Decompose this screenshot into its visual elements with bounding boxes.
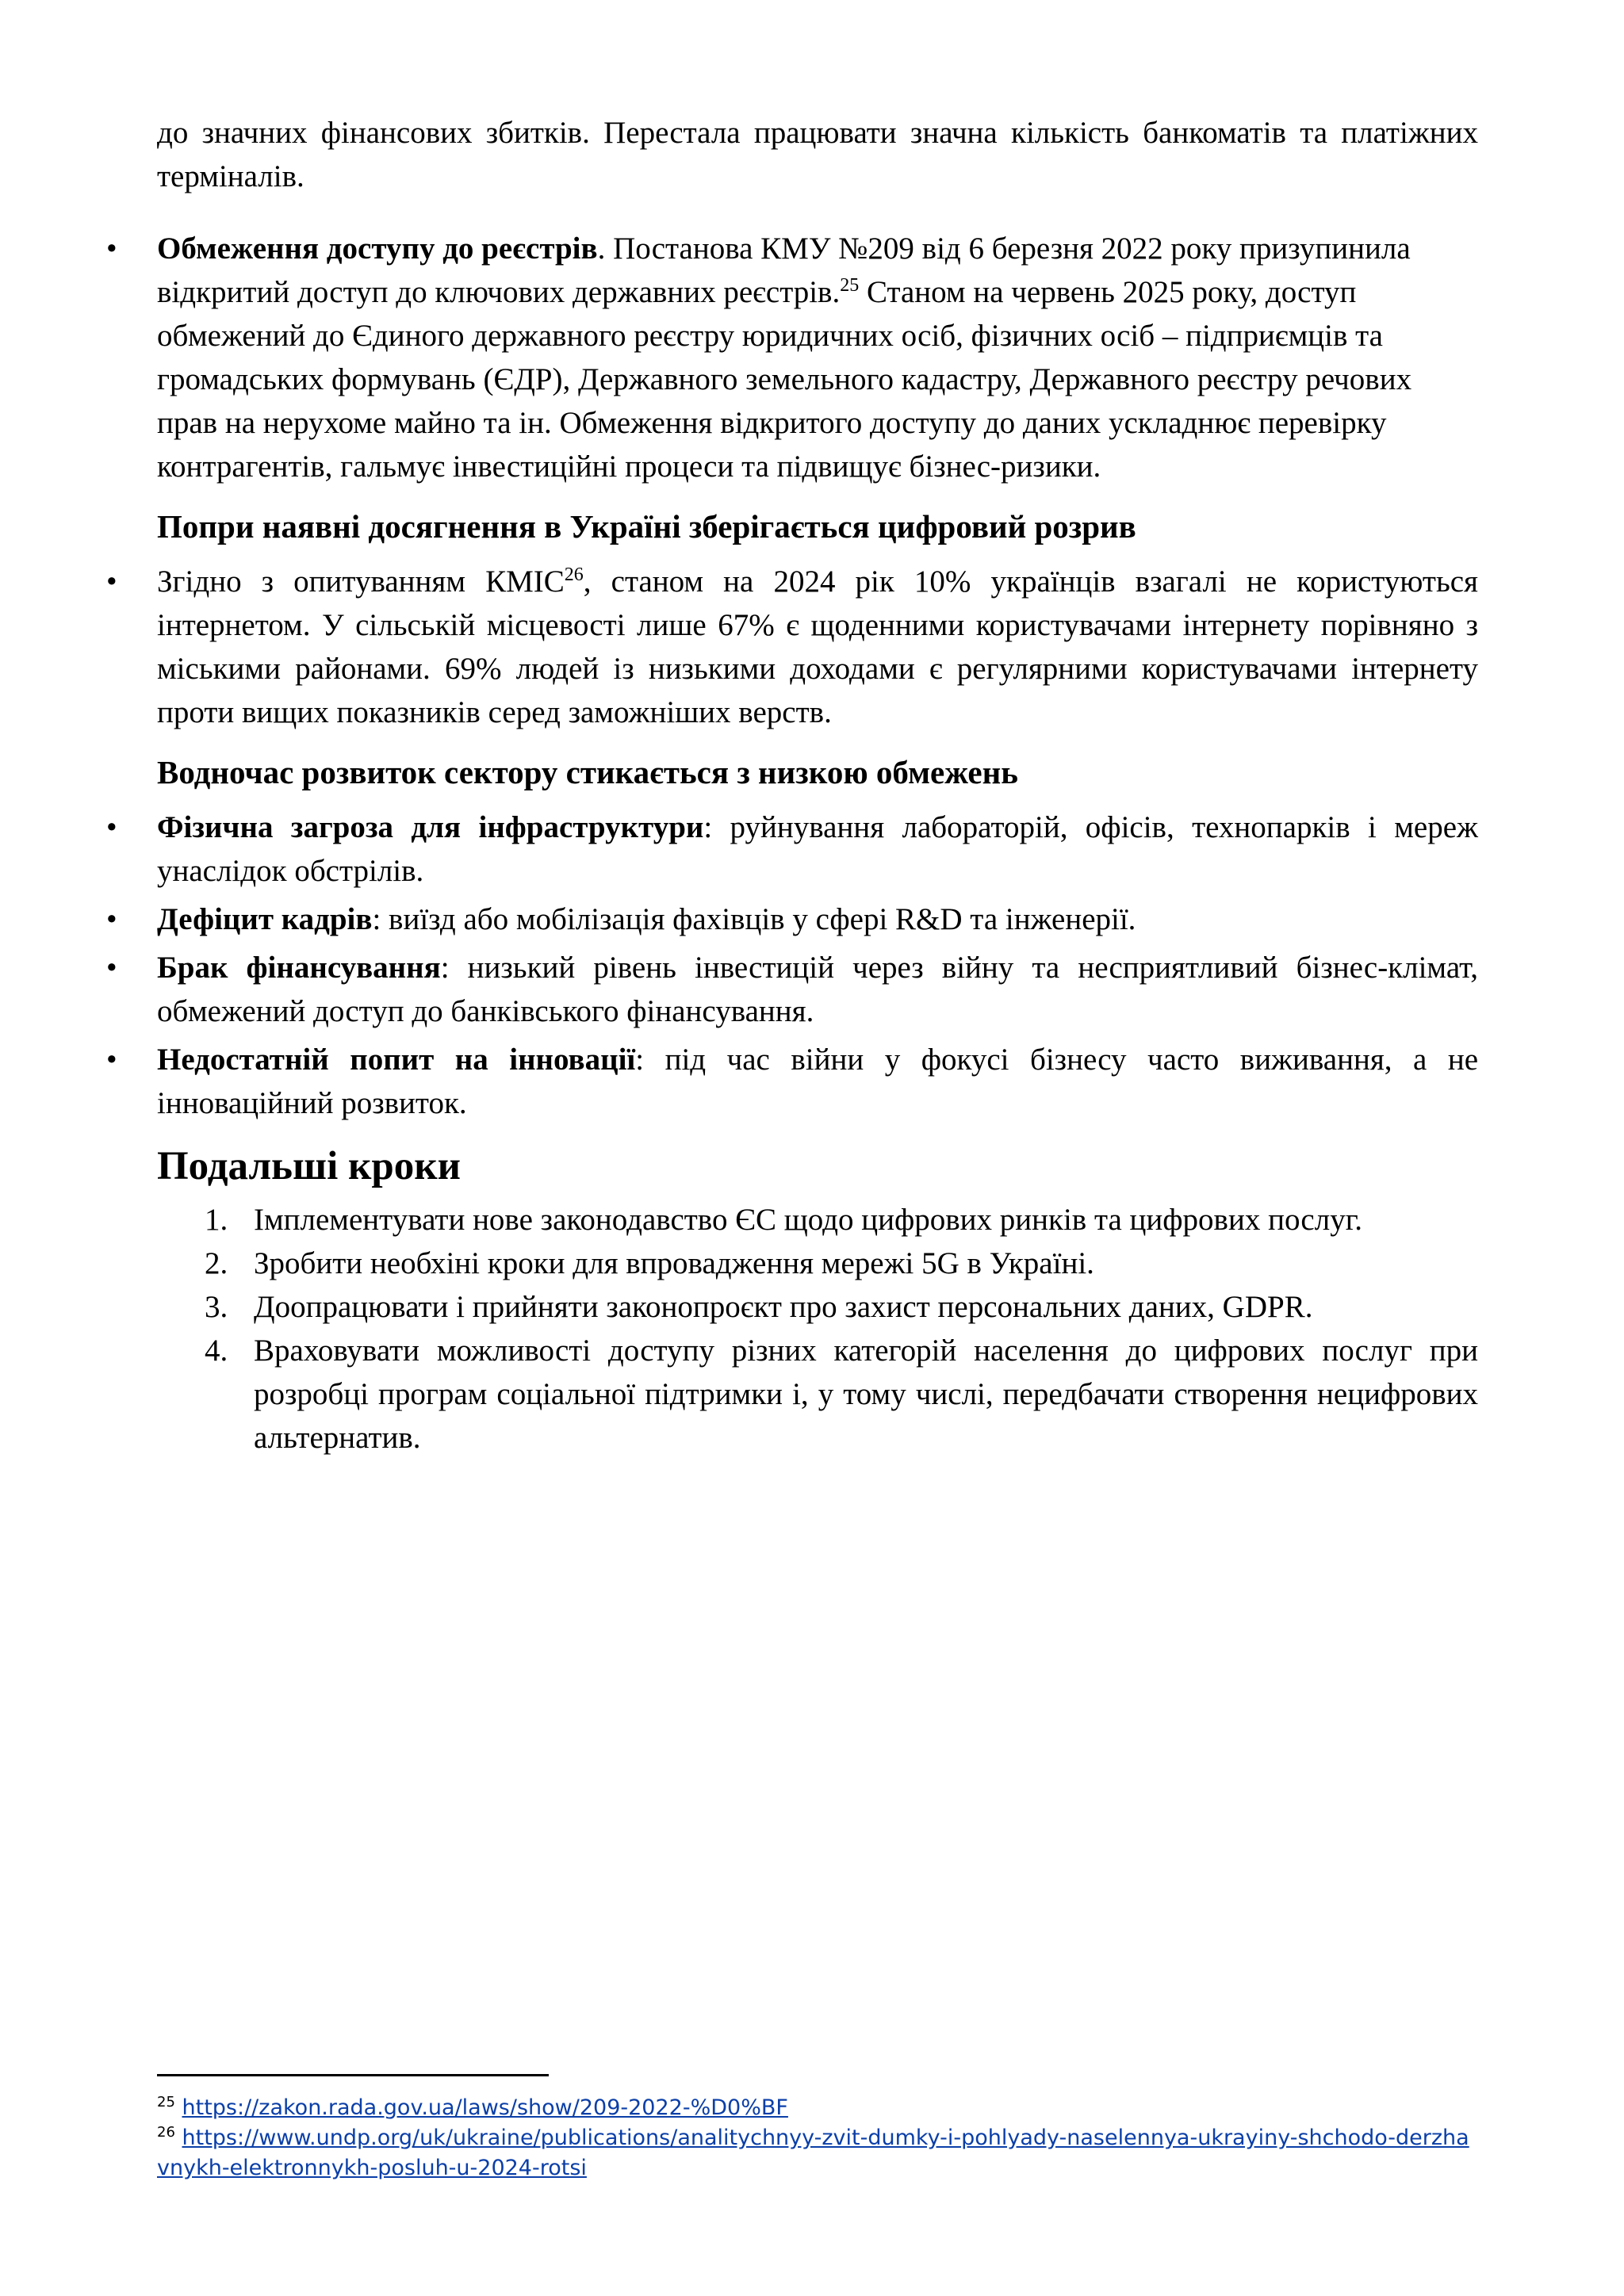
bullet-title: Обмеження доступу до реєстрів [157, 232, 598, 266]
footnote-ref[interactable]: 26 [564, 564, 584, 585]
step-text: Зробити необхіні кроки для впровадження мережі 5G в Україні. [254, 1246, 1094, 1280]
list-item [106, 560, 1478, 734]
list-item [106, 1038, 1479, 1125]
bullet-icon: • [106, 564, 117, 599]
list-item [106, 897, 1478, 941]
footnote-ref[interactable]: 25 [840, 275, 860, 296]
step-number: 2. [205, 1246, 228, 1280]
digital-gap-heading: Попри наявні досягнення в Україні зберігається цифровий розрив [157, 508, 1136, 545]
bullet-text: : руйнування лабораторій, офісів, технопарків і мереж унаслідок обстрілів. [157, 810, 1478, 888]
list-item [106, 946, 1479, 1033]
bullet-text: . Постанова КМУ №209 від 6 березня 2022 року призупинила відкритий доступ до ключових державних реєстрів. [157, 232, 1411, 309]
list-item [157, 1242, 1478, 1285]
bullet-title: Дефіцит кадрів [157, 902, 373, 936]
step-text: Враховувати можливості доступу різних категорій населення до цифрових послуг при розробці програм соціальної підтримки і, у тому числі, передбачати створення нецифрових альтернатив. [254, 1334, 1478, 1455]
bullet-text: Станом на червень 2025 року, доступ обмежений до Єдиного державного реєстру юридичних осіб, фізичних осіб – підприємців та громадських формувань (ЄДР), Державного земельного кадастру, Державного реєстру речових прав на нерухоме майно та ін. Обмеження відкритого доступу до даних ускладнює перевірку контрагентів, гальмує інвестиційні процеси та підвищує бізнес-ризики. [157, 275, 1412, 484]
page-content [106, 111, 1479, 1460]
list-item [157, 1198, 1478, 1242]
footnote-link[interactable]: https://www.undp.org/uk/ukraine/publications/analitychnyy-zvit-dumky-i-pohlyady-naselennya-ukrayiny-shchodo-derzhavnykh-elektronnykh-posluh-u-2024-rotsi [157, 2126, 1469, 2180]
next-steps-list [157, 1198, 1478, 1460]
bullet-title: Фізична загроза для інфраструктури [157, 810, 704, 844]
intro-paragraph: до значних фінансових збитків. Перестала працювати значна кількість банкоматів та платіжних терміналів. [157, 116, 1478, 193]
step-text: Доопрацювати і прийняти законопроєкт про захист персональних даних, GDPR. [254, 1290, 1313, 1324]
footnote-divider [157, 2074, 549, 2076]
registries-list [106, 227, 1478, 488]
bullet-icon: • [106, 1043, 117, 1077]
list-item [106, 227, 1478, 488]
bullet-text: : виїзд або мобілізація фахівців у сфері R&D та інженерії. [372, 902, 1136, 936]
footnote [157, 2123, 1478, 2183]
list-item [157, 1329, 1478, 1460]
bullet-icon: • [106, 810, 117, 844]
footnote-number: 25 [157, 2094, 175, 2110]
step-number: 3. [205, 1290, 228, 1324]
bullet-title: Недостатній попит на інновації [157, 1043, 636, 1077]
bullet-icon: • [106, 902, 117, 936]
digital-gap-list [106, 560, 1478, 734]
step-number: 4. [205, 1334, 228, 1368]
footnotes [157, 2093, 1478, 2183]
footnote-number: 26 [157, 2124, 175, 2141]
constraints-list [106, 806, 1479, 1125]
bullet-text: : під час війни у фокусі бізнесу часто виживання, а не інноваційний розвиток. [157, 1043, 1479, 1120]
bullet-icon: • [106, 232, 117, 266]
footnote [157, 2093, 1478, 2123]
bullet-title: Брак фінансування [157, 951, 441, 985]
step-number: 1. [205, 1203, 228, 1237]
footnote-link[interactable]: https://zakon.rada.gov.ua/laws/show/209-2022-%D0%BF [182, 2095, 788, 2120]
bullet-text: , станом на 2024 рік 10% українців взагалі не користуються інтернетом. У сільській місцевості лише 67% є щоденними користувачами інтернету порівняно з міськими районами. 69% людей із низькими доходами є регулярними користувачами інтернету проти вищих показників серед заможніших верств. [157, 564, 1478, 729]
next-steps-heading: Подальші кроки [157, 1144, 462, 1188]
list-item [157, 1285, 1478, 1329]
bullet-icon: • [106, 951, 117, 985]
bullet-text: Згідно з опитуванням КМІС [157, 564, 565, 599]
bullet-text: : низький рівень інвестицій через війну та несприятливий бізнес-клімат, обмежений доступ до банківського фінансування. [157, 951, 1479, 1028]
constraints-heading: Водночас розвиток сектору стикається з низкою обмежень [157, 754, 1018, 790]
step-text: Імплементувати нове законодавство ЄС щодо цифрових ринків та цифрових послуг. [254, 1203, 1363, 1237]
list-item [106, 806, 1478, 893]
